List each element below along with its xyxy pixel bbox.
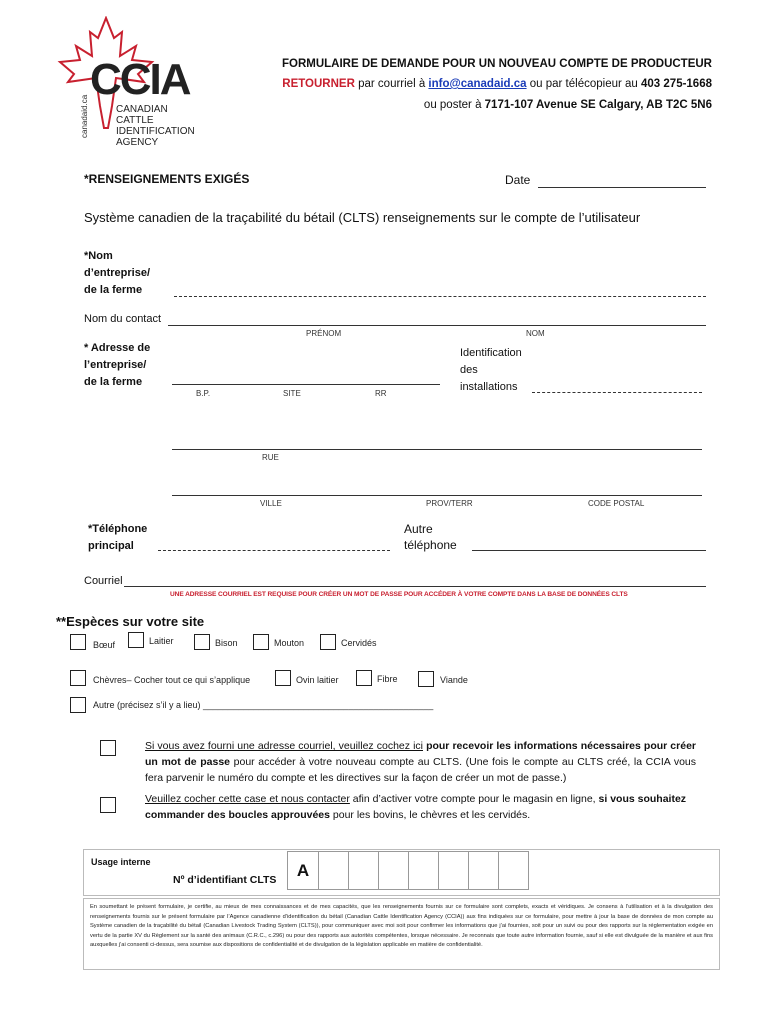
clts-id-box-7[interactable] bbox=[469, 852, 499, 889]
phone-label-1: *Téléphone bbox=[88, 523, 148, 535]
species-dairy-label: Laitier bbox=[149, 636, 174, 646]
species-beef-label: Bœuf bbox=[93, 640, 116, 650]
species-beef-checkbox[interactable] bbox=[70, 634, 86, 650]
contact-name-field[interactable] bbox=[168, 325, 706, 326]
rr-caption: RR bbox=[375, 389, 387, 398]
logo-line-3: IDENTIFICATION bbox=[116, 126, 195, 137]
species-meat-checkbox[interactable] bbox=[418, 671, 434, 687]
phone-label-2: principal bbox=[88, 540, 134, 552]
species-sheep-checkbox[interactable] bbox=[253, 634, 269, 650]
species-other-label: Autre (précisez s’il y a lieu) ______________________________________________ bbox=[93, 700, 434, 710]
email-link[interactable]: info@canadaid.ca bbox=[428, 78, 527, 90]
first-name-caption: PRÉNOM bbox=[306, 329, 342, 338]
other-phone-field[interactable] bbox=[472, 550, 706, 551]
species-bison-checkbox[interactable] bbox=[194, 634, 210, 650]
logo-line-1: CANADIAN bbox=[116, 104, 168, 115]
species-meat-label: Viande bbox=[440, 675, 468, 685]
clts-id-box-2[interactable] bbox=[319, 852, 349, 889]
fax-number: 403 275-1668 bbox=[641, 78, 712, 90]
logo-line-4: AGENCY bbox=[116, 137, 159, 148]
province-caption: PROV/TERR bbox=[426, 499, 473, 508]
po-box-caption: B.P. bbox=[196, 389, 211, 398]
clts-id-label: Nº d’identifiant CLTS bbox=[173, 874, 277, 886]
premises-id-label-1: Identification bbox=[460, 347, 522, 359]
species-fibre-label: Fibre bbox=[377, 674, 398, 684]
species-fibre-checkbox[interactable] bbox=[356, 670, 372, 686]
return-text-b: ou par télécopieur au bbox=[526, 78, 642, 90]
disclaimer-box bbox=[83, 898, 720, 970]
business-address-label bbox=[84, 340, 150, 391]
last-name-caption: NOM bbox=[526, 329, 545, 338]
street-caption: RUE bbox=[262, 453, 279, 462]
mail-line bbox=[300, 99, 712, 111]
other-phone-label-2: téléphone bbox=[404, 538, 457, 552]
required-heading: *RENSEIGNEMENTS EXIGÉS bbox=[84, 172, 250, 186]
species-goats-label: Chèvres– Cocher tout ce qui s’applique bbox=[93, 675, 251, 685]
city-province-postal-field[interactable] bbox=[172, 495, 702, 496]
mail-address: 7171-107 Avenue SE Calgary, AB T2C 5N6 bbox=[484, 99, 712, 111]
store-contact-text-c: si vous souhaitez commander des boucles approuvées bbox=[145, 793, 687, 821]
business-address-label-2: l’entreprise/ bbox=[84, 359, 147, 371]
po-box-site-rr-field[interactable] bbox=[172, 384, 440, 385]
email-field[interactable] bbox=[124, 586, 706, 587]
date-field[interactable] bbox=[538, 187, 706, 188]
ccia-logo bbox=[56, 16, 196, 156]
store-contact-text-b: afin d’activer votre compte pour le magasin en ligne, bbox=[349, 793, 599, 805]
street-field[interactable] bbox=[172, 449, 702, 450]
internal-use-label: Usage interne bbox=[91, 857, 151, 867]
premises-id-label bbox=[460, 345, 522, 396]
store-contact-text-d: pour les bovins, le chèvres et les cervidés. bbox=[329, 809, 531, 821]
store-contact-text bbox=[145, 791, 696, 823]
password-info-text bbox=[145, 738, 696, 786]
premises-id-label-2: des bbox=[460, 364, 478, 376]
mail-text: ou poster à bbox=[423, 99, 485, 111]
site-caption: SITE bbox=[283, 389, 301, 398]
clts-id-boxes[interactable] bbox=[287, 851, 529, 890]
password-info-text-a: Si vous avez fourni une adresse courriel, veuillez cochez ici bbox=[145, 740, 423, 752]
return-text-a: par courriel à bbox=[354, 78, 429, 90]
business-address-label-3: de la ferme bbox=[84, 376, 143, 388]
species-other-checkbox[interactable] bbox=[70, 697, 86, 713]
email-note: UNE ADRESSE COURRIEL EST REQUISE POUR CRÉER UN MOT DE PASSE POUR ACCÉDER À VOTRE COMPTE DANS LA BASE DE DONNÉES CLTS bbox=[170, 591, 628, 598]
company-name-label bbox=[84, 248, 150, 299]
password-info-text-c: pour accéder à votre nouveau compte au CLTS. (Une fois le compte au CLTS créé, la CCIA vous fera parvenir le numéro du compte et les directives sur la façon de créer un mot de passe.) bbox=[145, 756, 696, 784]
species-cervid-checkbox[interactable] bbox=[320, 634, 336, 650]
city-caption: VILLE bbox=[260, 499, 282, 508]
other-phone-label bbox=[404, 521, 457, 553]
contact-name-label: Nom du contact bbox=[84, 313, 162, 325]
logo-line-2: CATTLE bbox=[116, 115, 154, 126]
species-dairy-checkbox[interactable] bbox=[128, 632, 144, 648]
company-name-label-2: d’entreprise/ bbox=[84, 267, 151, 279]
species-goats-checkbox[interactable] bbox=[70, 670, 86, 686]
form-title: FORMULAIRE DE DEMANDE POUR UN NOUVEAU COMPTE DE PRODUCTEUR bbox=[282, 58, 712, 70]
logo-acronym: CCIA bbox=[90, 55, 190, 104]
store-contact-checkbox[interactable] bbox=[100, 797, 116, 813]
species-bison-label: Bison bbox=[215, 638, 238, 648]
return-line bbox=[230, 78, 712, 90]
return-word: RETOURNER bbox=[282, 78, 355, 90]
other-phone-label-1: Autre bbox=[404, 522, 433, 536]
premises-id-field[interactable] bbox=[532, 392, 702, 393]
logo-vertical-url: canadaid.ca bbox=[80, 94, 89, 138]
company-name-label-3: de la ferme bbox=[84, 284, 143, 296]
postal-code-caption: CODE POSTAL bbox=[588, 499, 645, 508]
business-address-label-1: * Adresse de bbox=[84, 342, 151, 354]
clts-id-box-1[interactable]: A bbox=[288, 852, 319, 889]
company-name-label-1: *Nom bbox=[84, 250, 113, 262]
phone-label bbox=[88, 521, 147, 555]
clts-id-box-5[interactable] bbox=[409, 852, 439, 889]
phone-field[interactable] bbox=[158, 550, 390, 551]
clts-id-box-3[interactable] bbox=[349, 852, 379, 889]
clts-id-box-6[interactable] bbox=[439, 852, 469, 889]
clts-id-box-4[interactable] bbox=[379, 852, 409, 889]
species-dairy-sheep-label: Ovin laitier bbox=[296, 675, 339, 685]
password-info-text-b: pour recevoir les informations nécessaires pour créer un mot de passe bbox=[145, 740, 696, 768]
email-label: Courriel bbox=[84, 575, 123, 587]
company-name-field[interactable] bbox=[174, 296, 706, 297]
store-contact-text-a: Veuillez cocher cette case et nous contacter bbox=[145, 793, 350, 805]
species-dairy-sheep-checkbox[interactable] bbox=[275, 670, 291, 686]
password-info-checkbox[interactable] bbox=[100, 740, 116, 756]
species-cervid-label: Cervidés bbox=[341, 638, 377, 648]
premises-id-label-3: installations bbox=[460, 381, 518, 393]
clts-id-box-8[interactable] bbox=[499, 852, 528, 889]
date-label: Date bbox=[505, 173, 531, 187]
disclaimer-text: En soumettant le présent formulaire, je certifie, au mieux de mes connaissances et de mes capacités, que les renseignements fournis sur ce formulaire sont complets, exacts et véridiques. Je consens à l’utilisation et à la divulgation des renseignements fournis sur le présent formulaire par l’Agence canadienne d’identification du bétail (Canadian Cattle Identification Agency (CCIA)) aux fins indiquées sur ce formulaire, pour mettre à jour la base de données de mon compte au Système canadien de la traçabilité du bétail (Canadian Livestock Trading System (CLTS)), pour communiquer avec moi soit pour confirmer les informations que j’ai fournies, soit pour un suivi ou pour des rapports sur la réglementation exigée en vertu de la partie XV du Règlement sur la santé des animaux (C.R.C., c.296) ou pour des rapports aux autorités compétentes, lorsque nécessaire. Je reconnais que toute autre information fournie, sauf si elle est divulguée de la manière et aux fins auxquelles j’ai consenti ci-dessus, sera soumise aux dispositions de confidentialité et de divulgation de la législation applicable en matière de confidentialité. bbox=[90, 904, 713, 949]
species-heading: **Espèces sur votre site bbox=[56, 614, 205, 629]
species-sheep-label: Mouton bbox=[274, 638, 305, 648]
section-title: Système canadien de la traçabilité du bétail (CLTS) renseignements sur le compte de l’utilisateur bbox=[84, 210, 641, 225]
